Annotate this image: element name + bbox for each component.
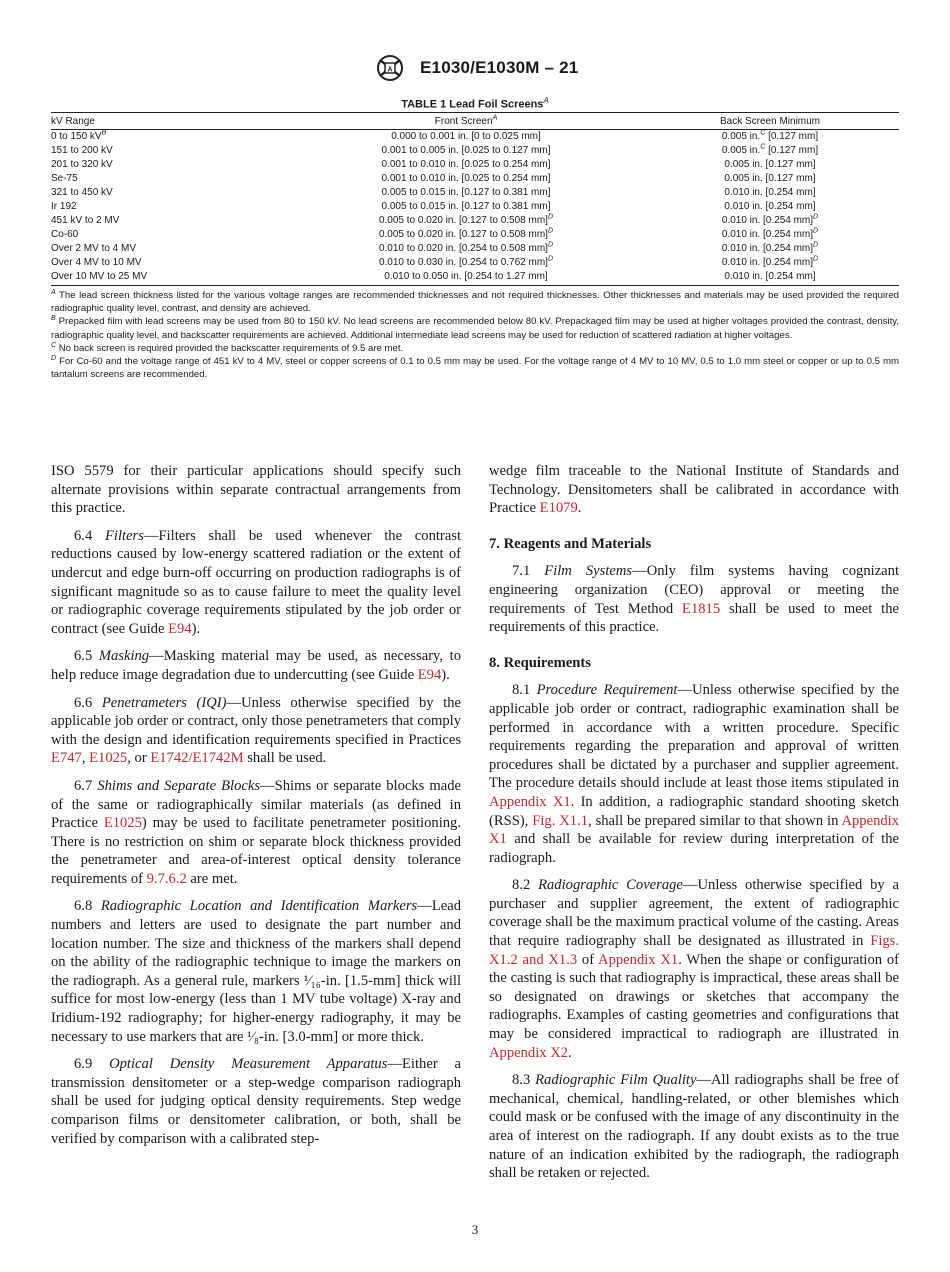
page-number: 3 — [471, 1222, 479, 1237]
table-cell: 0.005 to 0.020 in. [0.127 to 0.508 mm]$^D$ — [378, 213, 554, 226]
footnote: $^D$ For Co-60 and the voltage range of 451 kV to 4 MV, steel or copper screens of 0.1 to 0.5 mm may be used. For the voltage range of 4 MV to 10 MV, 0.5 to 1.0 mm steel or copper or up to 0.5 mm tantalum screens are recommended. — [51, 354, 899, 381]
table-cell: 0.010 in. [0.254 mm] — [724, 201, 816, 212]
table-row — [51, 242, 899, 256]
link-appendix-x2[interactable]: Appendix X2 — [489, 1044, 569, 1061]
table-title: TABLE 1 Lead Foil Screens$^A$ — [401, 96, 549, 111]
table-cell: 0.010 in. [0.254 mm]$^D$ — [721, 255, 819, 268]
svg-text:A: A — [387, 66, 393, 74]
link-e94[interactable]: E94 — [417, 666, 442, 683]
table-header-row — [51, 113, 899, 130]
link-e94[interactable]: E94 — [168, 620, 192, 637]
table-cell: 0.005 in. [0.127 mm] — [724, 159, 816, 170]
section-6-7: 6.7 Shims and Separate Blocks—Shims or separate blocks made of the same or radiographically similar materials (as defined in Practice E1025) may be used to facilitate penetrameter positioning. There is no restriction on shim or separate block thickness provided the penetrameter and area-of-interest optical density tolerance requirements of 9.7.6.2 are met. — [51, 777, 462, 887]
section-8-2: 8.2 Radiographic Coverage—Unless otherwise specified by a purchaser and supplier agreement, the extent of radiographic coverage shall be the maximum practical volume of the casting. Areas that require radiography shall be designated as illustrated in Figs. X1.2 and X1.3 of Appendix X1. When the shape or configuration of the casting is such that radiography is impractical, these areas shall be so designated on drawings or sketches that accompany the radiographs. Examples of casting geometries and configurations that may be considered impractical to radiograph are illustrated in Appendix X2. — [489, 877, 899, 1061]
table-row — [51, 186, 899, 200]
table-cell: 0.000 to 0.001 in. [0 to 0.025 mm] — [391, 131, 541, 142]
lead-foil-screens-table — [51, 112, 899, 286]
table-cell: 0.010 in. [0.254 mm]$^D$ — [721, 213, 819, 226]
table-cell: Co-60 — [51, 229, 79, 240]
table-row — [51, 130, 899, 145]
table-cell: 0.005 in. [0.127 mm] — [724, 173, 816, 184]
right-column — [489, 462, 899, 1192]
link-e1079[interactable]: E1079 — [539, 500, 578, 517]
table-cell: 0.010 to 0.020 in. [0.254 to 0.508 mm]$^D$ — [378, 241, 554, 254]
table-cell: 151 to 200 kV — [51, 145, 113, 156]
table-cell: 0.005 in.$^C$ [0.127 mm] — [721, 143, 819, 156]
table-cell: 0 to 150 $kV^B$ — [51, 129, 107, 142]
table-row — [51, 228, 899, 242]
table-row — [51, 256, 899, 270]
section-6-4: 6.4 Filters—Filters shall be used whenever the contrast reductions caused by low-energy scattered radiation or the extent of undercut and edge burn-off occurring on production radiographs is of significant magnitude so as to cause failure to meet the quality level or radiographic coverage requirements stipulated by the job order or contract (see Guide E94). — [51, 527, 462, 637]
link-e1815[interactable]: E1815 — [682, 600, 721, 617]
table-cell: Se-75 — [51, 173, 78, 184]
section-7-1: 7.1 Film Systems—Only film systems having cognizant engineering organization (CEO) approval or meeting the requirements of Test Method E1815 shall be used to meet the requirements of this practice. — [489, 563, 899, 636]
section-heading-7: 7. Reagents and Materials — [489, 535, 652, 552]
table-cell: 201 to 320 kV — [51, 159, 113, 170]
section-6-9: 6.9 Optical Density Measurement Apparatus—Either a transmission densitometer or a step-wedge comparison radiograph shall be used for judging optical density requirements. Step wedge comparison films or densitometer calibration, or both, shall be verified by comparison with a calibrated step- — [51, 1056, 461, 1147]
table-cell: 0.005 to 0.020 in. [0.127 to 0.508 mm]$^D$ — [378, 227, 554, 240]
table-cell: 0.001 to 0.010 in. [0.025 to 0.254 mm] — [381, 173, 551, 184]
link-e747[interactable]: E747 — [51, 750, 82, 767]
table-row — [51, 200, 899, 214]
footnote: $^B$ Prepacked film with lead screens may be used from 80 to 150 kV. No lead screens are recommended below 80 kV. Prepackaged film may be used at higher voltages provided the contrast, density, radiographic quality level, and backscatter requirements are achieved. Additional intermediate lead screens may be used for reduction of scattered radiation at higher voltages. — [51, 315, 899, 341]
table-row — [51, 158, 899, 172]
section-8-1: 8.1 Procedure Requirement—Unless otherwise specified by the applicable job order or contract, radiographic examination shall be performed in accordance with a written procedure. Specific requirements regarding the preparation and approval of written procedures shall be dictated by a purchaser and supplier agreement. The procedure details should include at least those items stipulated in Appendix X1. In addition, a radiographic standard shooting sketch (RSS), Fig. X1.1, shall be prepared similar to that shown in Appendix X1 and shall be available for review during interpretation of the radiograph. — [489, 682, 900, 866]
link-figs-x1-2-x1-3[interactable]: Figs. X1.2 and X1.3 — [489, 933, 899, 968]
table-row — [51, 144, 899, 158]
section-6-8: 6.8 Radiographic Location and Identification Markers—Lead numbers and letters are used to designate the part number and location number. The size and thickness of the markers shall depend on the ability of the radiographic technique to image the markers on the radiograph. As a general rule, markers ¹⁄₁₆-in. [1.5-mm] thick will suffice for most low-energy (less than 1 MV tube voltage) X-ray and Iridium-192 radiography; for higher-energy radiography, it may be necessary to use markers that are ¹⁄₈-in. [3.0-mm] or more thick. — [51, 898, 462, 1045]
table-footnotes — [51, 289, 899, 381]
table-cell: 0.001 to 0.005 in. [0.025 to 0.127 mm] — [381, 145, 551, 156]
link-appendix-x1[interactable]: Appendix X1 — [489, 793, 571, 810]
column-header: Front Screen$^A$ — [291, 113, 641, 130]
table-cell: 0.010 in. [0.254 mm] — [724, 187, 816, 198]
astm-logo-icon — [372, 52, 408, 84]
table-row — [51, 270, 899, 286]
table-cell: 321 to 450 kV — [51, 187, 113, 198]
table-cell: 0.010 in. [0.254 mm] — [641, 270, 899, 286]
page-header — [0, 52, 950, 84]
table-cell: 0.005 to 0.015 in. [0.127 to 0.381 mm] — [381, 201, 551, 212]
link-9-7-6-2[interactable]: 9.7.6.2 — [146, 870, 187, 887]
table-cell: 451 kV to 2 MV — [51, 215, 120, 226]
paragraph-continued: ISO 5579 for their particular applications should specify such alternate provisions within separate contractual arrangements from this practice. — [51, 463, 461, 517]
link-appendix-x1[interactable]: Appendix X1 — [598, 951, 679, 968]
table-cell: Ir 192 — [51, 201, 77, 212]
table-row — [51, 214, 899, 228]
table-cell: 0.005 in.$^C$ [0.127 mm] — [721, 129, 819, 142]
table-cell: 0.010 to 0.050 in. [0.254 to 1.27 mm] — [291, 270, 641, 286]
link-e1025[interactable]: E1025 — [89, 750, 128, 767]
paragraph-continued: wedge film traceable to the National Institute of Standards and Technology. Densitometers shall be calibrated in accordance with Practice E1079. — [489, 463, 899, 517]
section-6-5: 6.5 Masking—Masking material may be used, as necessary, to help reduce image degradation due to undercutting (see Guide E94). — [51, 648, 462, 683]
table-cell: 0.001 to 0.010 in. [0.025 to 0.254 mm] — [381, 159, 551, 170]
link-e1025[interactable]: E1025 — [103, 815, 142, 832]
footnote: $^A$ The lead screen thickness listed for the various voltage ranges are recommended thicknesses and not required thicknesses. Other thicknesses and materials may be used provided the required radiographic quality level, contrast, and density are achieved. — [51, 288, 899, 315]
table-cell: 0.010 to 0.030 in. [0.254 to 0.762 mm]$^D$ — [378, 255, 554, 268]
link-e1742[interactable]: E1742/E1742M — [150, 750, 244, 767]
table-cell: Over 4 MV to 10 MV — [51, 257, 142, 268]
link-fig-x1-1[interactable]: Fig. X1.1 — [532, 812, 589, 829]
section-6-6: 6.6 Penetrameters (IQI)—Unless otherwise specified by the applicable job order or contract, only those penetrameters that comply with the design and identification requirements specified in Practices E747, E1025, or E1742/E1742M shall be used. — [51, 694, 461, 767]
column-header: kV Range — [51, 113, 291, 130]
table-cell: Over 2 MV to 4 MV — [51, 243, 137, 254]
column-header: Back Screen Minimum — [641, 113, 899, 130]
table-row — [51, 172, 899, 186]
table-cell: 0.010 in. [0.254 mm]$^D$ — [721, 241, 819, 254]
section-heading-8: 8. Requirements — [489, 654, 591, 671]
table-cell: 0.010 in. [0.254 mm]$^D$ — [721, 227, 819, 240]
left-column — [51, 462, 461, 1157]
link-appendix-x1[interactable]: Appendix X1 — [489, 812, 900, 848]
footnote: $^C$ No back screen is required provided the backscatter requirements of 9.5 are met. — [51, 341, 404, 354]
standard-designation: E1030/E1030M – 21 — [420, 58, 579, 77]
table-cell: 0.005 to 0.015 in. [0.127 to 0.381 mm] — [381, 187, 551, 198]
section-8-3: 8.3 Radiographic Film Quality—All radiographs shall be free of mechanical, chemical, handling-related, or other blemishes which could mask or be confused with the image of any discontinuity in the area of interest on the radiograph. If any doubt exists as to the true nature of an indication exhibited by the radiograph, the radiograph shall be retaken or rejected. — [489, 1072, 900, 1182]
table-cell: Over 10 MV to 25 MV — [51, 270, 291, 286]
